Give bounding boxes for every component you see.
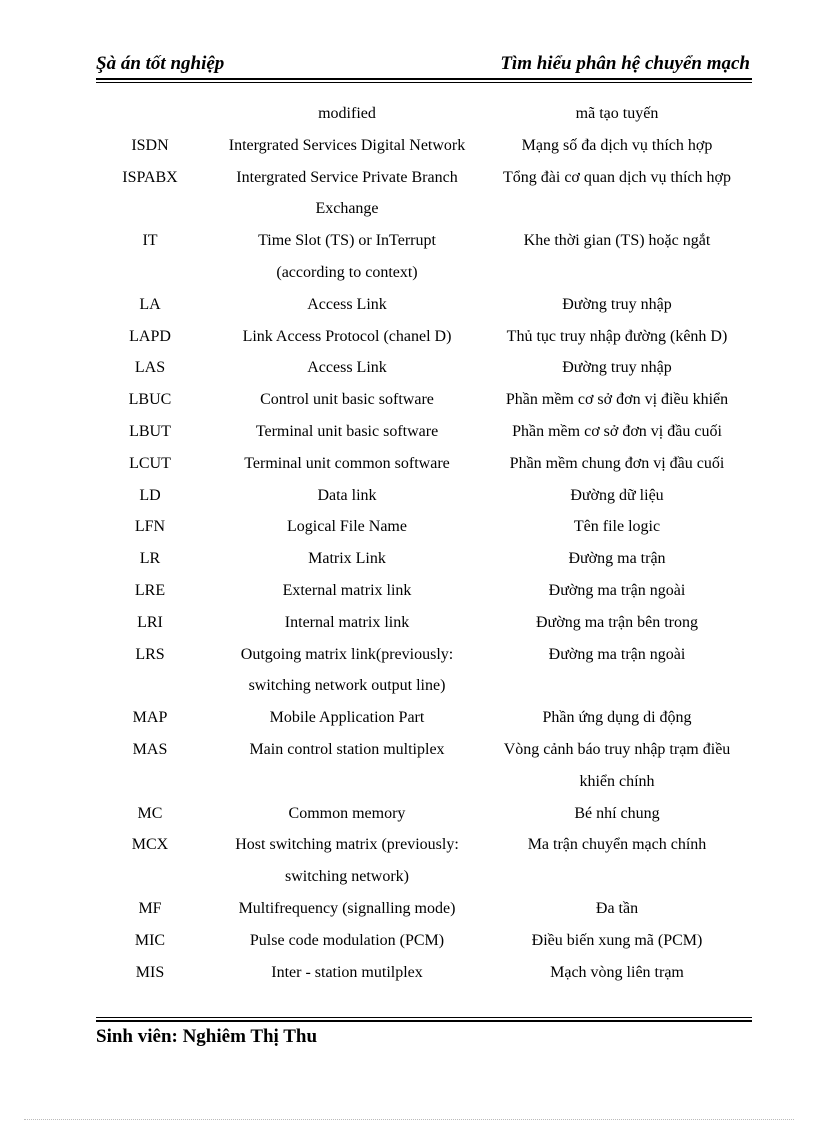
vietnamese-term-line: Mạng số đa dịch vụ thích hợp — [521, 136, 713, 154]
vietnamese-term-line: Vòng cảnh báo truy nhập trạm điều — [503, 740, 731, 758]
english-term-line: Main control station multiplex — [249, 740, 445, 758]
header-rule — [96, 78, 752, 80]
table-row — [96, 289, 752, 321]
table-row — [96, 448, 752, 480]
footer-rule — [96, 1020, 752, 1022]
english-term-line: Data link — [317, 486, 377, 504]
abbreviation-cell: LAS — [134, 359, 166, 377]
table-row — [96, 225, 752, 289]
header-left-title: Şà án tốt nghiệp — [96, 53, 225, 74]
vietnamese-term-line: Bé nhí chung — [574, 804, 660, 822]
english-term-cell — [204, 798, 482, 830]
english-term-line: Exchange — [315, 200, 379, 218]
vietnamese-term-cell — [482, 130, 752, 162]
english-term-cell — [204, 289, 482, 321]
table-row — [96, 575, 752, 607]
english-term-line: Inter - station mutilplex — [271, 963, 423, 981]
vietnamese-term-cell — [482, 289, 752, 321]
abbreviation-cell: MIC — [134, 931, 166, 949]
table-row — [96, 130, 752, 162]
english-term-line: switching network) — [285, 868, 409, 886]
header-right-title: Tìm hiểu phân hệ chuyển mạch — [500, 53, 750, 74]
vietnamese-term-line: Tên file logic — [573, 518, 661, 536]
abbreviation-cell: LD — [139, 486, 161, 504]
abbreviation-cell: LCUT — [129, 454, 171, 472]
english-term-line: Host switching matrix (previously: — [235, 836, 459, 854]
english-term-line: Intergrated Services Digital Network — [228, 136, 466, 154]
english-term-cell — [204, 829, 482, 893]
abbreviation-cell: MAS — [132, 740, 168, 758]
table-row — [96, 98, 752, 130]
vietnamese-term-cell — [482, 639, 752, 671]
table-row — [96, 607, 752, 639]
english-term-cell — [204, 893, 482, 925]
vietnamese-term-cell — [482, 480, 752, 512]
english-term-line: External matrix link — [282, 581, 412, 599]
vietnamese-term-cell — [482, 575, 752, 607]
abbreviation-cell: MC — [137, 804, 163, 822]
vietnamese-term-line: Khe thời gian (TS) hoặc ngắt — [523, 232, 711, 250]
abbreviation-cell: MIS — [135, 963, 165, 981]
english-term-cell — [204, 321, 482, 353]
abbreviation-cell: LFN — [134, 518, 166, 536]
abbreviation-cell: LRE — [134, 581, 166, 599]
vietnamese-term-line: Đường ma trận bên trong — [536, 613, 698, 631]
table-row — [96, 639, 752, 703]
vietnamese-term-line: mã tạo tuyến — [575, 105, 659, 122]
table-row — [96, 734, 752, 798]
table-row — [96, 543, 752, 575]
vietnamese-term-line: Điều biến xung mã (PCM) — [531, 931, 703, 949]
vietnamese-term-line: Thủ tục truy nhập đường (kênh D) — [506, 327, 728, 345]
table-row — [96, 162, 752, 226]
english-term-cell — [204, 352, 482, 384]
vietnamese-term-cell — [482, 702, 752, 734]
vietnamese-term-cell — [482, 829, 752, 861]
english-term-line: Multifrequency (signalling mode) — [238, 899, 456, 917]
vietnamese-term-line: Đường truy nhập — [562, 295, 672, 313]
english-term-cell — [204, 98, 482, 130]
english-term-line: Logical File Name — [287, 518, 407, 536]
vietnamese-term-cell — [482, 416, 752, 448]
abbreviation-cell: LBUC — [128, 391, 172, 409]
abbreviation-cell: LR — [139, 550, 161, 568]
english-term-line: modified — [318, 105, 376, 122]
english-term-line: Pulse code modulation (PCM) — [249, 931, 445, 949]
vietnamese-term-line: Ma trận chuyển mạch chính — [527, 836, 707, 854]
english-term-cell — [204, 448, 482, 480]
abbreviation-cell: MF — [138, 899, 162, 917]
footer-rule-thin — [96, 1017, 752, 1018]
abbreviation-cell: LRI — [137, 613, 163, 631]
english-term-line: switching network output line) — [248, 677, 446, 695]
vietnamese-term-line: Phần mềm cơ sở đơn vị đầu cuối — [512, 422, 722, 440]
english-term-line: Outgoing matrix link(previously: — [240, 645, 454, 663]
english-term-line: Mobile Application Part — [269, 709, 425, 727]
english-term-cell — [204, 480, 482, 512]
vietnamese-term-line: Đường ma trận ngoài — [548, 581, 686, 599]
abbreviation-cell: MCX — [131, 836, 169, 854]
english-term-cell — [204, 416, 482, 448]
english-term-cell — [204, 925, 482, 957]
vietnamese-term-cell — [482, 798, 752, 830]
english-term-line: Access Link — [307, 295, 387, 313]
vietnamese-term-line: Phần mềm chung đơn vị đầu cuối — [509, 454, 725, 472]
english-term-line: Control unit basic software — [260, 391, 434, 409]
english-term-cell — [204, 575, 482, 607]
abbreviation-cell: LBUT — [129, 422, 171, 440]
english-term-cell — [204, 511, 482, 543]
vietnamese-term-cell — [482, 925, 752, 957]
table-row — [96, 798, 752, 830]
english-term-line: Terminal unit common software — [244, 454, 450, 472]
english-term-cell — [204, 639, 482, 703]
table-row — [96, 702, 752, 734]
abbreviation-cell: LAPD — [129, 327, 171, 345]
vietnamese-term-cell — [482, 734, 752, 798]
abbreviation-table — [96, 98, 752, 988]
vietnamese-term-cell — [482, 384, 752, 416]
page-bottom-border — [24, 1119, 794, 1120]
vietnamese-term-line: khiển chính — [579, 772, 655, 790]
table-row — [96, 480, 752, 512]
abbreviation-cell: ISDN — [131, 136, 169, 154]
vietnamese-term-cell — [482, 607, 752, 639]
vietnamese-term-cell — [482, 893, 752, 925]
page-header — [96, 52, 752, 76]
table-row — [96, 511, 752, 543]
table-row — [96, 925, 752, 957]
vietnamese-term-cell — [482, 511, 752, 543]
vietnamese-term-line: Đường ma trận ngoài — [548, 645, 686, 663]
english-term-cell — [204, 607, 482, 639]
english-term-line: Internal matrix link — [284, 613, 410, 631]
header-rule-thin — [96, 82, 752, 83]
table-row — [96, 893, 752, 925]
vietnamese-term-cell — [482, 162, 752, 194]
english-term-cell — [204, 225, 482, 289]
vietnamese-term-cell — [482, 98, 752, 130]
vietnamese-term-cell — [482, 321, 752, 353]
vietnamese-term-line: Phần mềm cơ sở đơn vị điều khiển — [505, 391, 729, 409]
vietnamese-term-cell — [482, 448, 752, 480]
english-term-line: Terminal unit basic software — [255, 422, 439, 440]
english-term-cell — [204, 384, 482, 416]
abbreviation-cell: MAP — [132, 709, 168, 727]
english-term-line: Intergrated Service Private Branch — [236, 168, 458, 186]
english-term-cell — [204, 734, 482, 766]
vietnamese-term-line: Phần ứng dụng di động — [542, 709, 692, 727]
table-row — [96, 957, 752, 989]
footer-student-name: Sinh viên: Nghiêm Thị Thu — [96, 1026, 318, 1047]
table-row — [96, 829, 752, 893]
vietnamese-term-line: Đường dữ liệu — [570, 486, 664, 504]
abbreviation-cell: ISPABX — [122, 168, 178, 186]
vietnamese-term-line: Tổng đài cơ quan dịch vụ thích hợp — [503, 168, 731, 186]
english-term-line: Time Slot (TS) or InTerrupt — [258, 232, 436, 250]
abbreviation-cell: LA — [139, 295, 161, 313]
english-term-line: Link Access Protocol (chanel D) — [242, 327, 452, 345]
vietnamese-term-line: Đường ma trận — [568, 550, 666, 568]
table-row — [96, 416, 752, 448]
abbreviation-cell: IT — [142, 232, 158, 250]
table-row — [96, 384, 752, 416]
vietnamese-term-line: Đường truy nhập — [562, 359, 672, 377]
english-term-cell — [204, 702, 482, 734]
vietnamese-term-cell — [482, 543, 752, 575]
abbreviation-cell: LRS — [135, 645, 165, 663]
english-term-line: Matrix Link — [308, 550, 386, 568]
vietnamese-term-line: Đa tần — [595, 899, 639, 917]
vietnamese-term-cell — [482, 225, 752, 257]
english-term-line: Common memory — [288, 804, 406, 822]
english-term-cell — [204, 957, 482, 989]
vietnamese-term-cell — [482, 957, 752, 989]
vietnamese-term-cell — [482, 352, 752, 384]
english-term-cell — [204, 162, 482, 226]
vietnamese-term-line: Mạch vòng liên trạm — [550, 963, 684, 981]
english-term-cell — [204, 543, 482, 575]
english-term-cell — [204, 130, 482, 162]
english-term-line: (according to context) — [276, 263, 418, 281]
table-row — [96, 352, 752, 384]
table-row — [96, 321, 752, 353]
english-term-line: Access Link — [307, 359, 387, 377]
